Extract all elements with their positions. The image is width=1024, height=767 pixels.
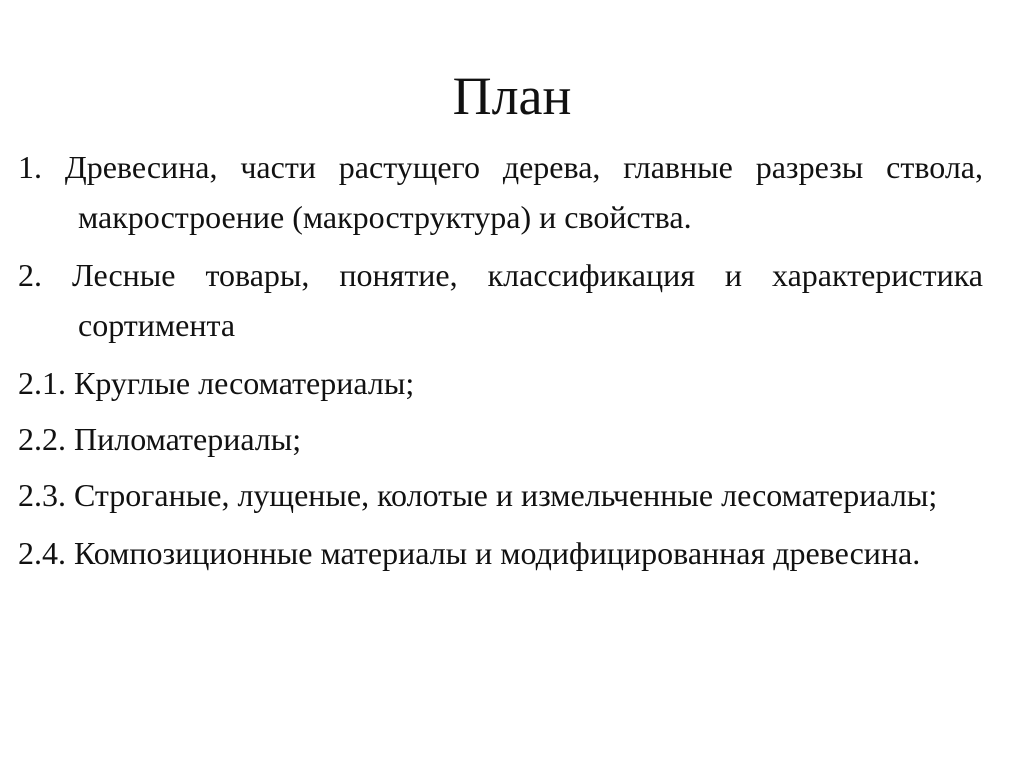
plan-item-1: 1. Древесина, части растущего дерева, главные разрезы ствола, макростроение (макроструктура) и свойства. [18,149,983,235]
plan-item-2-2: 2.2. Пиломатериалы; [18,421,302,457]
plan-item-2: 2. Лесные товары, понятие, классификация и характеристика сортимента [18,257,983,343]
plan-item-2-4: 2.4. Композиционные материалы и модифицированная древесина. [18,535,921,571]
plan-list [18,142,983,586]
plan-item-2-1: 2.1. Круглые лесоматериалы; [18,365,415,401]
plan-item-2-3: 2.3. Строганые, лущеные, колотые и измельченные лесоматериалы; [18,477,938,513]
slide-title: План [452,66,572,126]
